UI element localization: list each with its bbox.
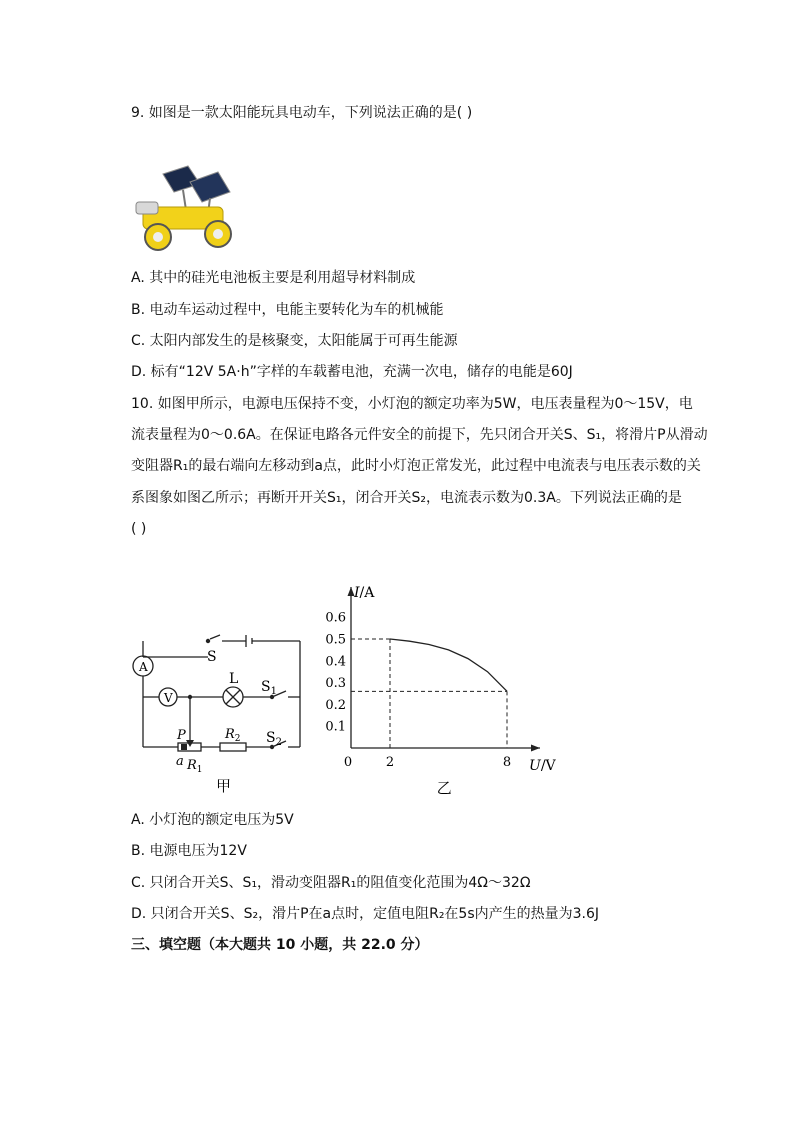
- q9-stem: 9. 如图是一款太阳能玩具电动车，下列说法正确的是( ): [131, 105, 473, 121]
- lamp-l-label: L: [229, 671, 239, 687]
- switch-s-label: S: [207, 649, 217, 665]
- y-tick-label: 0.3: [325, 676, 346, 692]
- q10-option-a: A. 小灯泡的额定电压为5V: [131, 812, 294, 828]
- q10-stem-line-2: 流表量程为0～0.6A。在保证电路各元件安全的前提下，先只闭合开关S、S₁，将滑片P从滑动: [131, 427, 708, 443]
- graph-caption: 乙: [436, 779, 452, 797]
- q9-option-d: D. 标有“12V 5A·h”字样的车载蓄电池，充满一次电，储存的电能是60J: [131, 364, 573, 380]
- iu-graph: [318, 575, 558, 800]
- x-tick-label: 8: [502, 755, 512, 770]
- q10-option-b: B. 电源电压为12V: [131, 843, 247, 859]
- y-tick-label: 0.6: [325, 610, 346, 626]
- point-a-label: a: [176, 754, 184, 769]
- x-tick-label: 2: [385, 755, 395, 770]
- slider-p-label: P: [177, 728, 186, 743]
- q10-stem-line-3: 变阻器R₁的最右端向左移动到a点，此时小灯泡正常发光，此过程中电流表与电压表示数的关: [131, 458, 701, 474]
- y-tick-label: 0.1: [325, 719, 346, 735]
- voltmeter-label: V: [164, 691, 173, 705]
- x-tick-label: 0: [343, 755, 353, 770]
- q10-stem-line-1: 10. 如图甲所示，电源电压保持不变，小灯泡的额定功率为5W，电压表量程为0～15V，电: [131, 396, 693, 412]
- q10-stem-line-5: ( ): [131, 521, 147, 537]
- ammeter-label: A: [139, 660, 148, 674]
- q9-option-c: C. 太阳内部发生的是核聚变，太阳能属于可再生能源: [131, 333, 458, 349]
- r1-label: $R_1$: [187, 758, 203, 775]
- circuit-caption: 甲: [216, 777, 232, 795]
- q10-option-d: D. 只闭合开关S、S₂，滑片P在a点时，定值电阻R₂在5s内产生的热量为3.6J: [131, 906, 600, 922]
- q9-option-b: B. 电动车运动过程中，电能主要转化为车的机械能: [131, 302, 444, 318]
- circuit-diagram: [128, 575, 328, 795]
- q9-option-a: A. 其中的硅光电池板主要是利用超导材料制成: [131, 270, 416, 286]
- solar-car-image: [128, 162, 238, 257]
- q10-stem-line-4: 系图象如图乙所示；再断开开关S₁，闭合开关S₂，电流表示数为0.3A。下列说法正确的是: [131, 490, 682, 506]
- y-axis-label: I/A: [354, 585, 375, 601]
- x-axis-label: U/V: [529, 758, 556, 774]
- x-axis-arrow: [531, 745, 540, 752]
- switch-s2-label: $S_2$: [266, 730, 282, 748]
- y-tick-label: 0.4: [325, 654, 346, 670]
- iu-curve: [390, 639, 507, 691]
- switch-s1-label: $S_1$: [261, 679, 277, 697]
- section-3-heading: 三、填空题（本大题共 10 小题，共 22.0 分）: [131, 937, 429, 953]
- y-tick-label: 0.2: [325, 697, 346, 713]
- r2-label: $R_2$: [225, 727, 241, 744]
- y-tick-label: 0.5: [325, 632, 346, 648]
- q10-option-c: C. 只闭合开关S、S₁，滑动变阻器R₁的阻值变化范围为4Ω～32Ω: [131, 875, 531, 891]
